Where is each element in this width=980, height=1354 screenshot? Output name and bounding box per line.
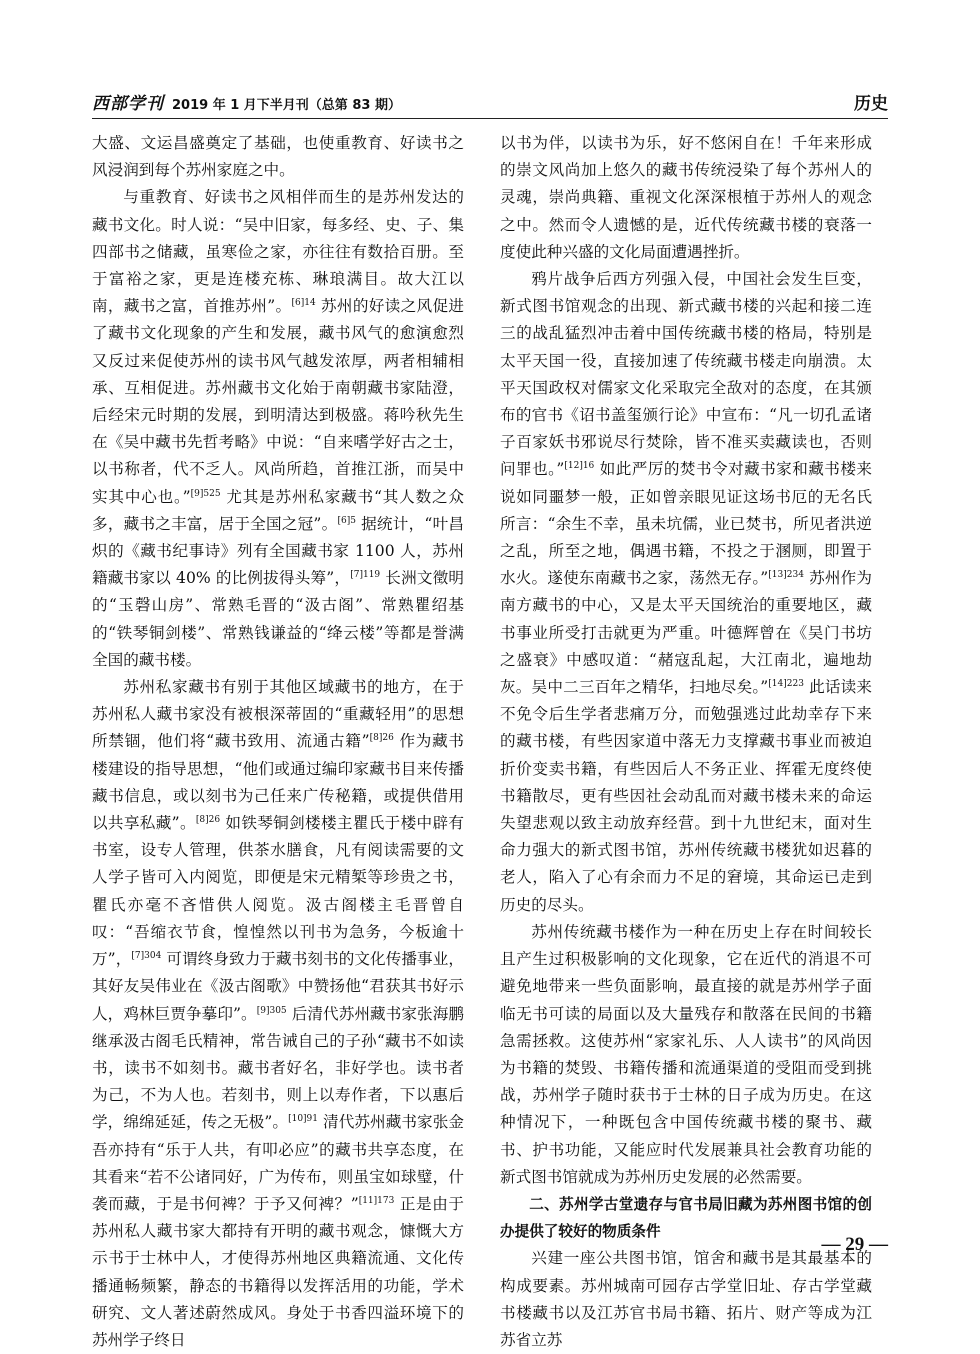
paragraph: [500, 919, 872, 1191]
paragraph: [92, 184, 464, 674]
section-title: 历史: [854, 94, 888, 114]
text-run: 苏州传统藏书楼作为一种在历史上存在时间较长且产生过积极影响的文化现象，它在近代的消退不可避免地带来一些负面影响，最直接的就是苏州学子面临无书可读的局面以及大量残存和散落在民间的书籍急需拯救。这使苏州“家家礼乐、人人读书”的风尚因为书籍的焚毁、书籍传播和流通渠道的受阻而受到挑战，苏州学子随时获书于士林的日子成为历史。在这种情况下，一种既包含中国传统藏书楼的聚书、藏书、护书功能，又能应时代发展兼具社会教育功能的新式图书馆就成为苏州历史发展的必然需要。: [500, 922, 872, 1186]
left-column: [92, 130, 464, 1354]
citation-marker: [10]91: [288, 1114, 319, 1125]
page-number: — 29 —: [821, 1234, 888, 1255]
text-run: 如铁琴铜剑楼楼主瞿氏于楼中辟有书室，设专人管理，供茶水膳食，凡有阅读需要的文人学子皆可入内阅览，即便是宋元精椠等珍贵之书，瞿氏亦毫不吝惜供人阅览。汲古阁楼主毛晋曾自叹：“吾缩衣节食，惶惶然以刊书为急务，今板逾十万”，: [92, 814, 464, 969]
text-run: 后清代苏州藏书家张海鹏继承汲古阁毛氏精神，常告诫自己的子孙“藏书不如读书，读书不如刻书。藏书者好名，非好学也。读书者为己，不为人也。若刻书，则上以寿作者，下以惠后学，绵绵延延，传之无极”。: [92, 1004, 464, 1132]
text-run: 如此严厉的焚书令对藏书家和藏书楼来说如同噩梦一般，正如曾亲眼见证这场书厄的无名氏所言：“余生不幸，虽未坑儒，业已焚书，所见者洪逆之乱，所至之地，偶遇书籍，不投之于溷厕，即置于水火。遂使东南藏书之家，荡然无存。”: [500, 460, 872, 588]
journal-logo: 西部学刊: [92, 94, 164, 114]
text-run: 苏州的好读之风促进了藏书文化现象的产生和发展，藏书风气的愈演愈烈又反过来促使苏州的读书风气越发浓厚，两者相辅相承、互相促进。苏州藏书文化始于南朝藏书家陆澄，后经宋元时期的发展，到明清达到极盛。蒋吟秋先生在《吴中藏书先哲考略》中说：“自来嗜学好古之士，以书称者，代不乏人。风尚所趋，首推江浙，而吴中实其中心也。”: [92, 297, 464, 506]
paragraph-continuation: 大盛、文运昌盛奠定了基础，也使重教育、好读书之风浸润到每个苏州家庭之中。: [92, 134, 464, 180]
text-run: 作为藏书楼建设的指导思想，“他们或通过编印家藏书目来传播藏书信息，或以刻书为己任来广传秘籍，或提供借用以共享私藏”。: [92, 732, 464, 833]
citation-marker: [9]305: [256, 1005, 287, 1016]
text-run: 据统计，“叶昌炽的《藏书纪事诗》列有全国藏书家 1100 人，苏州籍藏书家以 40% 的比例拔得头筹”，: [92, 514, 464, 588]
paragraph: [500, 266, 872, 919]
header-left: [92, 89, 401, 118]
citation-marker: [8]26: [369, 733, 394, 744]
citation-marker: [6]14: [291, 298, 316, 309]
text-run: 尤其是苏州私家藏书“其人数之众多，藏书之丰富，居于全国之冠”。: [92, 487, 464, 533]
citation-marker: [8]26: [195, 814, 221, 825]
citation-marker: [14]223: [768, 678, 804, 689]
text-run: 可谓终身致力于藏书刻书的文化传播事业，其好友吴伟业在《汲古阁歌》中赞扬他“君获其书好示人，鸡林巨贾争摹印”。: [92, 950, 464, 1023]
text-run: 苏州私家藏书有别于其他区域藏书的地方，在于苏州私人藏书家没有被根深蒂固的“重藏轻用”的思想所禁锢，他们将“藏书致用、流通古籍”: [92, 678, 464, 751]
text-run: 兴建一座公共图书馆，馆舍和藏书是其最基本的构成要素。苏州城南可园存古学堂旧址、存古学堂藏书楼藏书以及江苏官书局书籍、拓片、财产等成为江苏省立苏: [500, 1249, 872, 1349]
citation-marker: [13]234: [768, 570, 804, 581]
citation-marker: [7]304: [131, 950, 162, 961]
citation-marker: [6]5: [337, 515, 356, 526]
text-run: 正是由于苏州私人藏书家大都持有开明的藏书观念，慷慨大方示书于士林中人，才使得苏州地区典籍流通、文化传播通畅频繁，静态的书籍得以发挥活用的功能，学术研究、文人著述蔚然成风。身处于书香四溢环境下的苏州学子终日: [92, 1194, 464, 1349]
issue-info: 2019 年 1 月下半月刊（总第 83 期）: [172, 98, 401, 113]
text-run: 与重教育、好读书之风相伴而生的是苏州发达的藏书文化。时人说：“吴中旧家，每多经、史、子、集四部书之储藏，虽寒俭之家，亦往往有数拾百册。至于富裕之家，更是连楼充栋、琳琅满目。故大江以南，藏书之富，首推苏州”。: [92, 188, 464, 316]
running-header: [92, 84, 888, 119]
text-run: 清代苏州藏书家张金吾亦持有“乐于人共，有叩必应”的藏书共享态度，在其看来“若不公诸同好，广为传布，则虽宝如球璧，什袭而藏，于是书何裨？于予又何裨？”: [92, 1113, 464, 1213]
paragraph: [92, 674, 464, 1354]
text-run: 苏州作为南方藏书的中心，又是太平天国统治的重要地区，藏书事业所受打击就更为严重。叶德辉曾在《吴门书坊之盛衰》中感叹道：“赭寇乱起，大江南北，遍地劫灰。吴中二三百年之精华，扫地尽矣。”: [500, 569, 872, 697]
section-heading: 二、苏州学古堂遗存与官书局旧藏为苏州图书馆的创办提供了较好的物质条件: [500, 1195, 872, 1241]
citation-marker: [9]525: [190, 488, 221, 499]
text-run: 鸦片战争后西方列强入侵，中国社会发生巨变，新式图书馆观念的出现、新式藏书楼的兴起和接二连三的战乱猛烈冲击着中国传统藏书楼的格局，特别是太平天国一役，直接加速了传统藏书楼走向崩溃。太平天国政权对儒家文化采取完全敌对的态度，在其颁布的官书《诏书盖玺颁行论》中宣布：“凡一切孔孟诸子百家妖书邪说尽行焚除，皆不准买卖藏读也，否则问罪也。”: [500, 270, 872, 479]
paragraph-continuation: 以书为伴，以读书为乐，好不悠闲自在！千年来形成的崇文风尚加上悠久的藏书传统浸染了每个苏州人的灵魂，崇尚典籍、重视文化深深根植于苏州人的观念之中。然而令人遗憾的是，近代传统藏书楼的衰落一度使此种兴盛的文化局面遭遇挫折。: [500, 134, 872, 261]
text-run: 此话读来不免令后生学者悲痛万分，而勉强逃过此劫幸存下来的藏书楼，有些因家道中落无力支撑藏书事业而被迫折价变卖书籍，有些因后人不务正业、挥霍无度终使书籍散尽，更有些因社会动乱而对藏书楼未来的命运失望悲观以致主动放弃经营。到十九世纪末，面对生命力强大的新式图书馆，苏州传统藏书楼犹如迟暮的老人，陷入了心有余而力不足的窘境，其命运已走到历史的尽头。: [500, 678, 872, 914]
right-column: [500, 130, 872, 1354]
citation-marker: [12]16: [564, 461, 595, 472]
paragraph: [500, 1245, 872, 1354]
text-run: 长洲文徵明的“玉磬山房”、常熟毛晋的“汲古阁”、常熟瞿绍基的“铁琴铜剑楼”、常熟钱谦益的“绛云楼”等都是誉满全国的藏书楼。: [92, 569, 465, 669]
citation-marker: [11]173: [358, 1195, 395, 1206]
citation-marker: [7]119: [350, 570, 381, 581]
